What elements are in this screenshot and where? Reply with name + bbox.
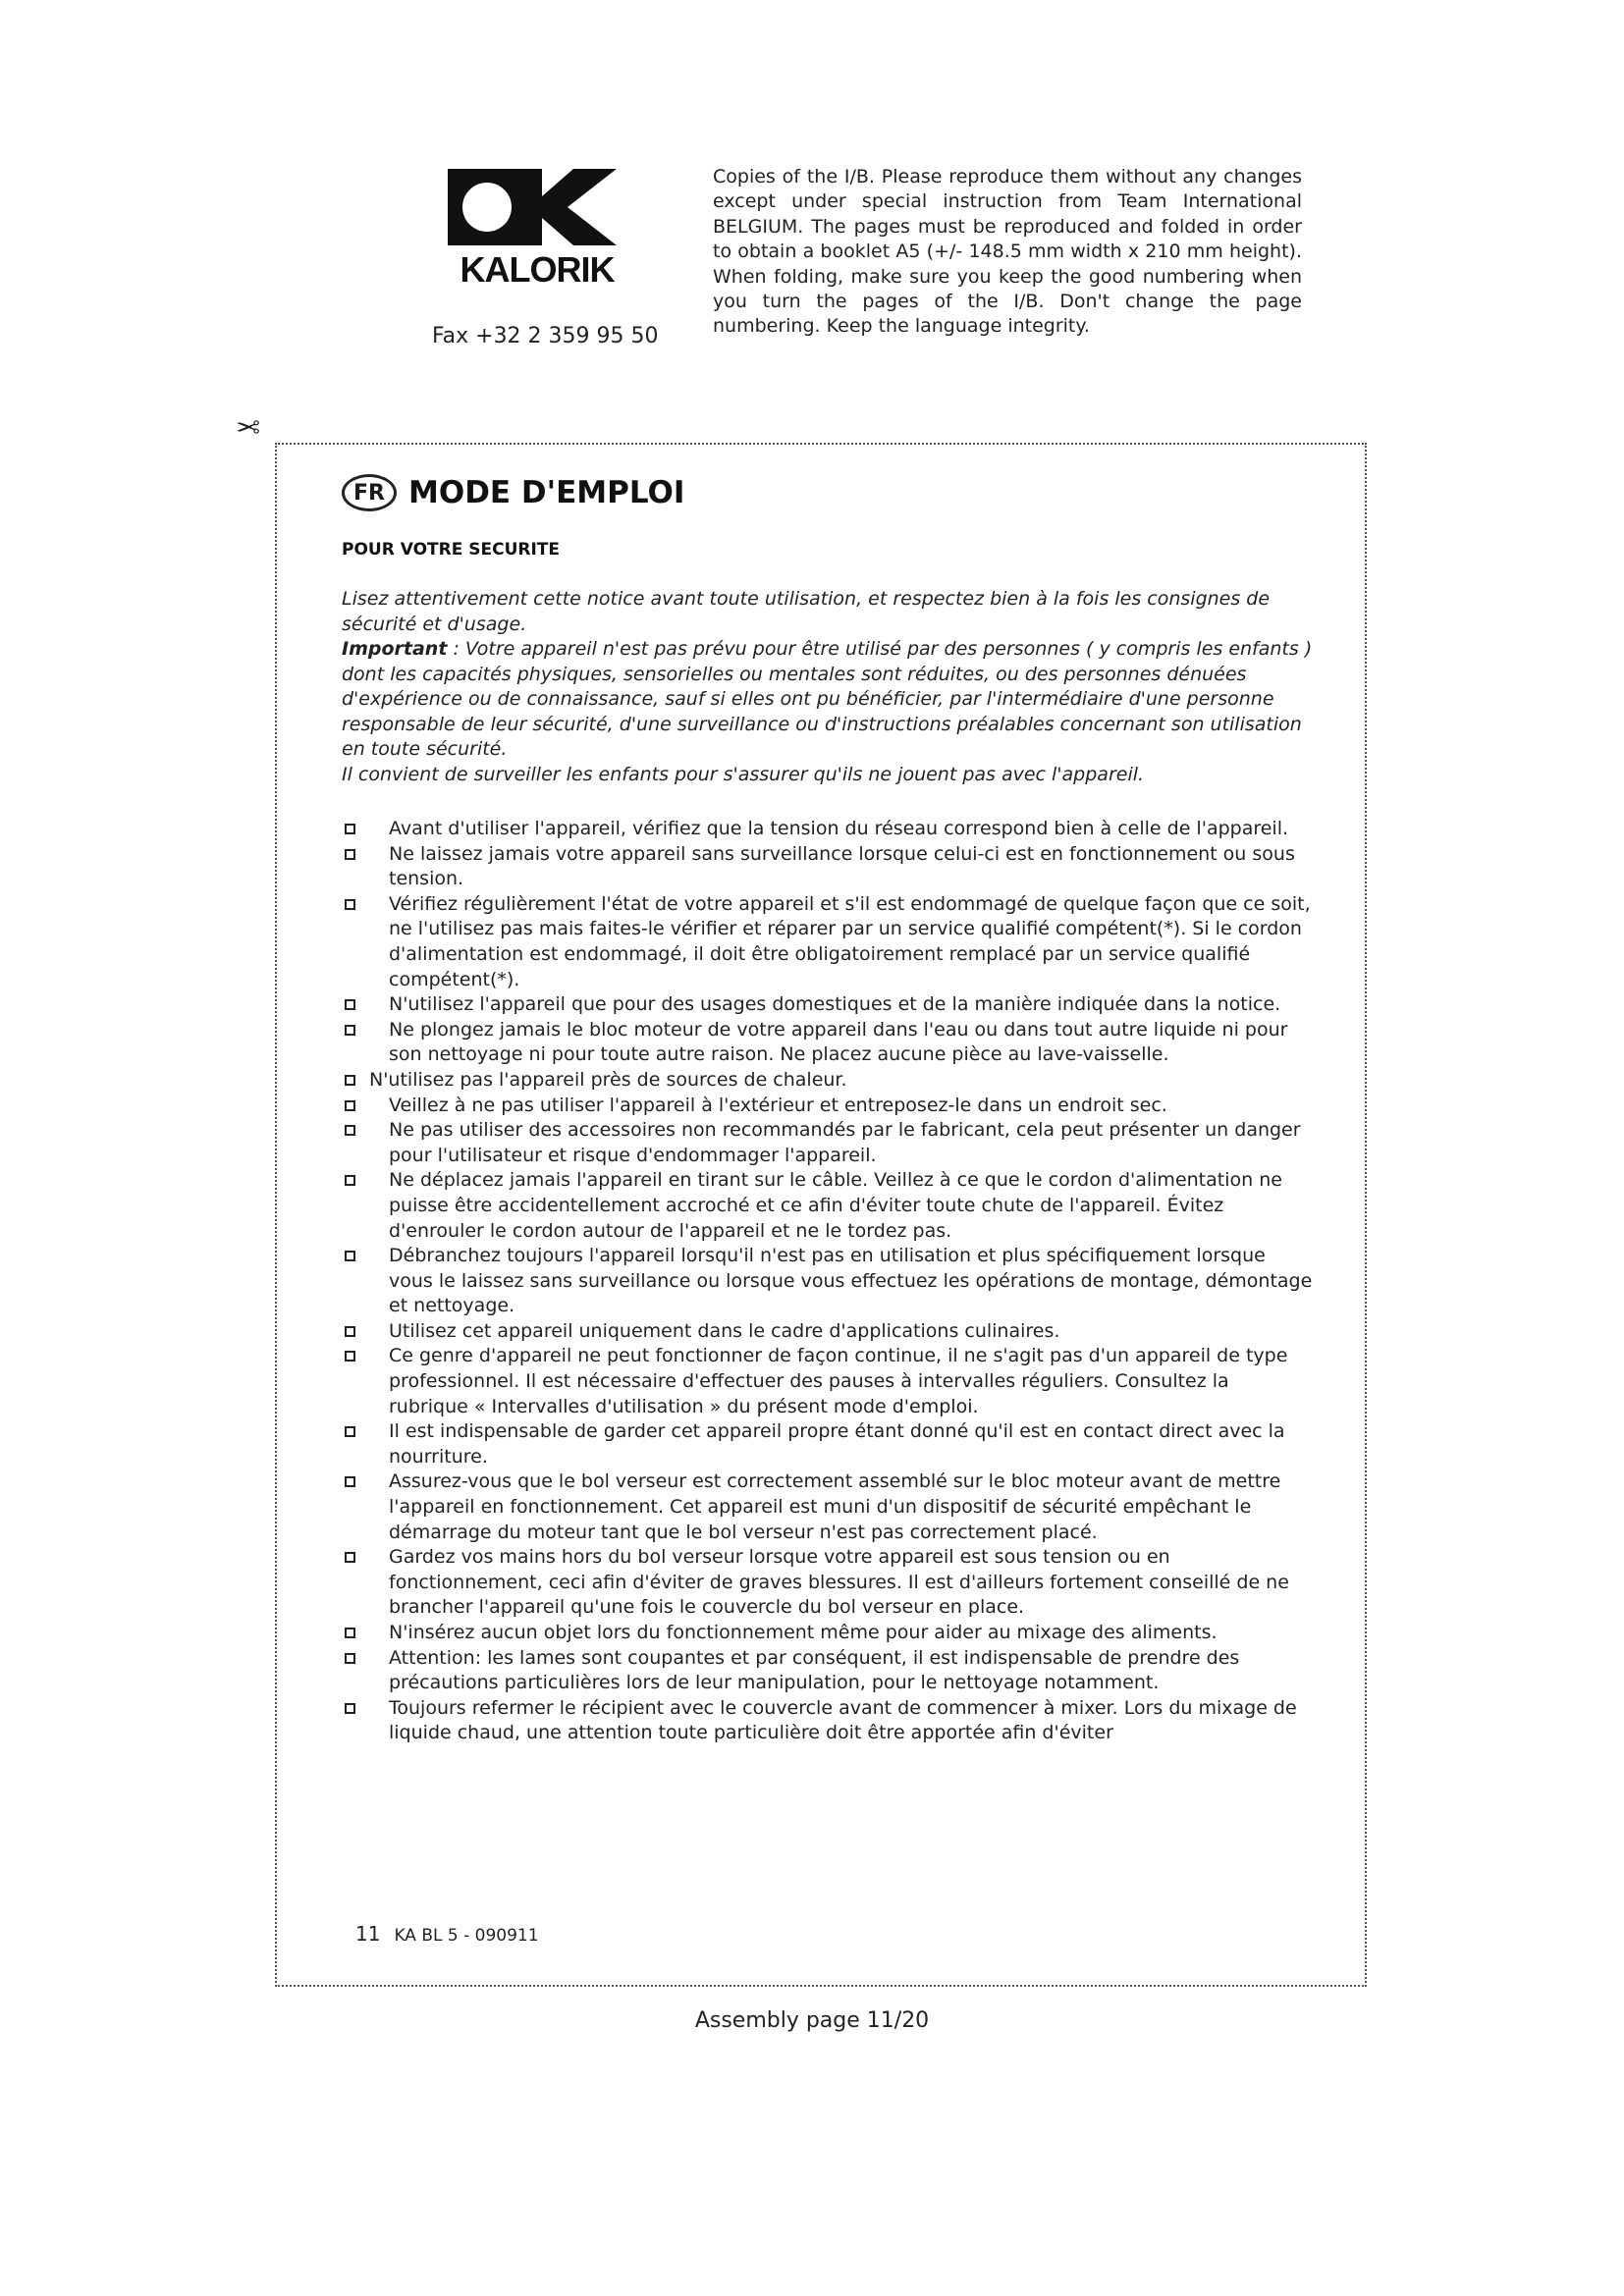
checkbox-bullet-icon xyxy=(345,1125,355,1136)
checkbox-bullet-icon xyxy=(345,1426,355,1437)
important-label: Important xyxy=(342,638,448,660)
checkbox-bullet-icon xyxy=(345,1628,355,1638)
logo-text: KALORIK xyxy=(460,249,615,290)
section-title: POUR VOTRE SECURITE xyxy=(342,540,561,560)
checkbox-bullet-icon xyxy=(345,849,355,860)
checkbox-bullet-icon xyxy=(345,1703,355,1714)
list-item: Utilisez cet appareil uniquement dans le cadre d'applications culinaires. xyxy=(342,1319,1314,1345)
scissors-icon: ✂ xyxy=(236,408,261,443)
checkbox-bullet-icon xyxy=(345,1100,355,1111)
fax-number: Fax +32 2 359 95 50 xyxy=(432,324,659,348)
checkbox-bullet-icon xyxy=(345,1326,355,1337)
manual-heading xyxy=(342,469,684,516)
list-item: Vérifiez régulièrement l'état de votre appareil et s'il est endommagé de quelque façon que ce soit, ne l'utilisez pas mais faites-le vérifier et réparer par un service qualifié compétent(*). Si le cordon d'alimentation est endommagé, il doit être obligatoirement remplacé par un service qualifié compétent(*). xyxy=(342,892,1314,992)
list-item: Veillez à ne pas utiliser l'appareil à l'extérieur et entreposez-le dans un endroit sec. xyxy=(342,1094,1314,1119)
list-item: N'utilisez pas l'appareil près de sources de chaleur. xyxy=(342,1068,1314,1094)
children-paragraph: Il convient de surveiller les enfants pour s'assurer qu'ils ne jouent pas avec l'appareil. xyxy=(342,763,1145,785)
list-item: Gardez vos mains hors du bol verseur lorsque votre appareil est sous tension ou en fonctionnement, ceci afin d'éviter de graves blessures. Il est d'ailleurs fortement conseillé de ne brancher l'appareil qu'une fois le couvercle du bol verseur en place. xyxy=(342,1545,1314,1621)
list-item: Ne pas utiliser des accessoires non recommandés par le fabricant, cela peut présenter un danger pour l'utilisateur et risque d'endommager l'appareil. xyxy=(342,1118,1314,1168)
list-item: Il est indispensable de garder cet appareil propre étant donné qu'il est en contact direct avec la nourriture. xyxy=(342,1419,1314,1469)
checkbox-bullet-icon xyxy=(345,999,355,1010)
list-item: Ne déplacez jamais l'appareil en tirant sur le câble. Veillez à ce que le cordon d'alimentation ne puisse être accidentellement accroché et ce afin d'éviter toute chute de l'appareil. Évitez d'enrouler le cordon autour de l'appareil et ne le tordez pas. xyxy=(342,1168,1314,1244)
list-item: Avant d'utiliser l'appareil, vérifiez que la tension du réseau correspond bien à celle de l'appareil. xyxy=(342,817,1314,842)
checkbox-bullet-icon xyxy=(345,1075,355,1086)
list-item: Ne laissez jamais votre appareil sans surveillance lorsque celui-ci est en fonctionnement ou sous tension. xyxy=(342,842,1314,892)
page-number: 11 xyxy=(355,1922,381,1946)
list-item: N'insérez aucun objet lors du fonctionnement même pour aider au mixage des aliments. xyxy=(342,1621,1314,1646)
page-footer xyxy=(355,1922,539,1946)
checkbox-bullet-icon xyxy=(345,1025,355,1036)
checkbox-bullet-icon xyxy=(345,824,355,834)
list-item: Assurez-vous que le bol verseur est correctement assemblé sur le bloc moteur avant de mettre l'appareil en fonctionnement. Cet appareil est muni d'un dispositif de sécurité empêchant le démarrage du moteur tant que le bol verseur n'est pas correctement placé. xyxy=(342,1469,1314,1545)
reproduction-instructions: Copies of the I/B. Please reproduce them without any changes except under special instruction from Team International BELGIUM. The pages must be reproduced and folded in order to obtain a booklet A5 (+/- 148.5 mm width x 210 mm height). When folding, make sure you keep the good numbering when you turn the pages of the I/B. Don't change the page numbering. Keep the language integrity. xyxy=(713,166,1302,338)
list-item: Attention: les lames sont coupantes et par conséquent, il est indispensable de prendre des précautions particulières lors de leur manipulation, pour le nettoyage notamment. xyxy=(342,1646,1314,1696)
safety-list xyxy=(342,817,1314,1746)
list-item: N'utilisez l'appareil que pour des usages domestiques et de la manière indiquée dans la notice. xyxy=(342,992,1314,1018)
list-item: Ne plongez jamais le bloc moteur de votre appareil dans l'eau ou dans tout autre liquide ni pour son nettoyage ni pour toute autre raison. Ne placez aucune pièce au lave-vaisselle. xyxy=(342,1018,1314,1068)
checkbox-bullet-icon xyxy=(345,1552,355,1563)
important-paragraph xyxy=(342,637,1314,763)
important-text: : Votre appareil n'est pas prévu pour être utilisé par des personnes ( y compris les enfants ) dont les capacités physiques, sensorielles ou mentales sont réduites, ou des personnes dénuées d'expérience ou de connaissance, sauf si elles ont pu bénéficier, par l'intermédiaire d'une personne responsable de leur sécurité, d'une surveillance ou d'instructions préalables concernant son utilisation en toute sécurité. xyxy=(342,638,1313,760)
intro-paragraph: Lisez attentivement cette notice avant toute utilisation, et respectez bien à la fois les consignes de sécurité et d'usage. xyxy=(342,588,1271,635)
checkbox-bullet-icon xyxy=(345,899,355,910)
kalorik-logo xyxy=(444,165,630,290)
checkbox-bullet-icon xyxy=(345,1476,355,1487)
checkbox-bullet-icon xyxy=(345,1653,355,1664)
language-badge: FR xyxy=(342,474,397,511)
checkbox-bullet-icon xyxy=(345,1351,355,1362)
checkbox-bullet-icon xyxy=(345,1251,355,1261)
list-item: Débranchez toujours l'appareil lorsqu'il n'est pas en utilisation et plus spécifiquement lorsque vous le laissez sans surveillance ou lorsque vous effectuez les opérations de montage, démontage et nettoyage. xyxy=(342,1244,1314,1319)
kalorik-logo-mark xyxy=(444,165,630,249)
checkbox-bullet-icon xyxy=(345,1175,355,1186)
manual-title: MODE D'EMPLOI xyxy=(408,475,685,510)
list-item: Ce genre d'appareil ne peut fonctionner de façon continue, il ne s'agit pas d'un appareil de type professionnel. Il est nécessaire d'effectuer des pauses à intervalles réguliers. Consultez la rubrique « Intervalles d'utilisation » du présent mode d'emploi. xyxy=(342,1344,1314,1419)
safety-intro xyxy=(342,587,1314,787)
assembly-page-label: Assembly page 11/20 xyxy=(694,2008,930,2033)
document-code: KA BL 5 - 090911 xyxy=(394,1926,539,1946)
list-item: Toujours refermer le récipient avec le couvercle avant de commencer à mixer. Lors du mixage de liquide chaud, une attention toute particulière doit être apportée afin d'éviter xyxy=(342,1696,1314,1746)
